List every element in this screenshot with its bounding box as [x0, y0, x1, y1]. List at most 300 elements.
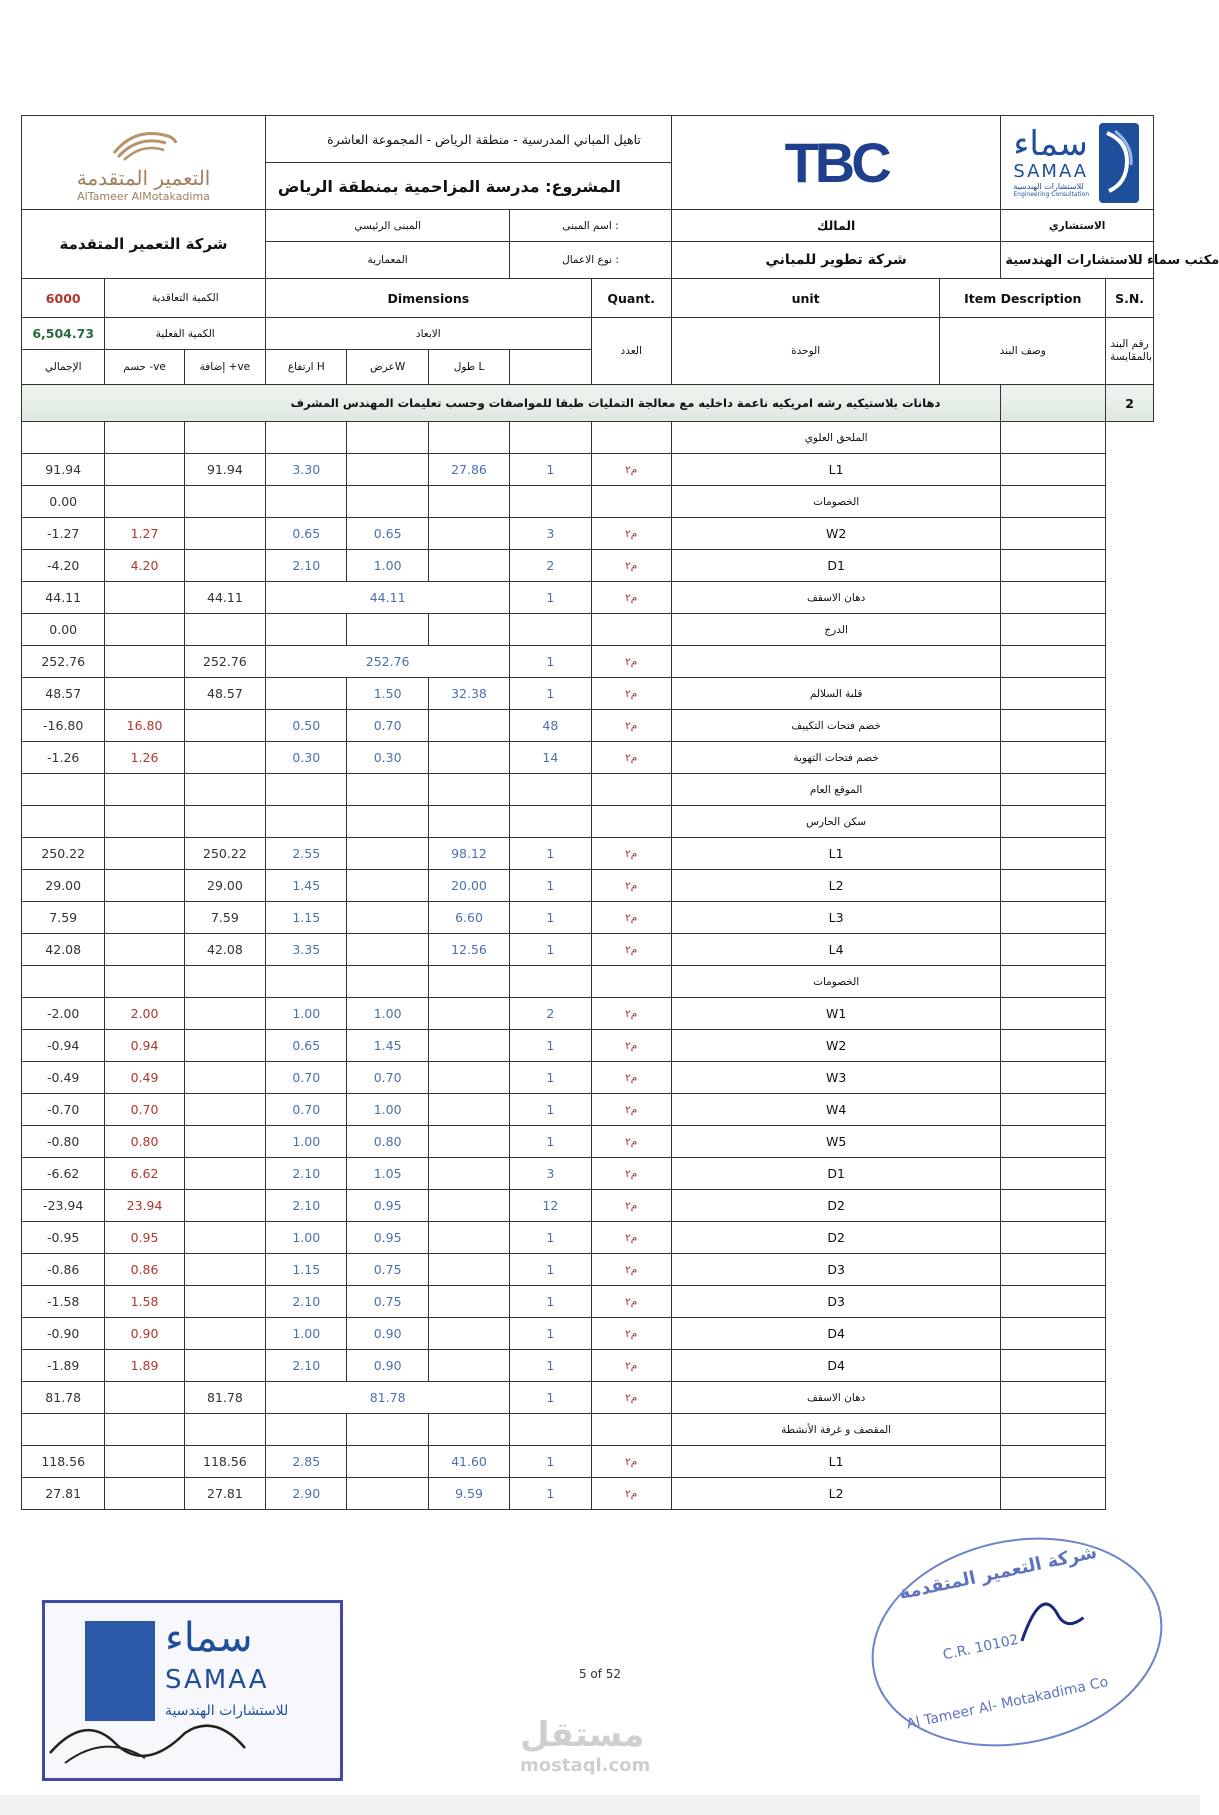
cell-total: -0.49	[22, 1062, 105, 1094]
cell-w	[347, 1446, 428, 1478]
owner-name: شركة تطوير للمباني	[671, 242, 1001, 279]
cell-l	[428, 1094, 509, 1126]
tender-title: تاهيل المباني المدرسية - منطقة الرياض - المجموعة العاشرة	[266, 116, 672, 163]
samaa-logo	[1001, 116, 1154, 210]
cell-h: 3.30	[266, 454, 347, 486]
cell-desc: سكن الحارس	[671, 806, 1001, 838]
cell-unit: م٢	[591, 1062, 671, 1094]
project-title: المشروع: مدرسة المزاحمية بمنطقة الرياض	[266, 163, 672, 210]
cell-minus	[105, 454, 184, 486]
cell-quant: 1	[510, 646, 591, 678]
cell-minus	[105, 614, 184, 646]
cell-l	[428, 614, 509, 646]
table-row	[22, 422, 1154, 454]
bill-of-quantities-sheet	[21, 115, 1219, 1510]
cell-unit	[591, 806, 671, 838]
cell-l	[428, 742, 509, 774]
cell-desc: L2	[671, 870, 1001, 902]
cell-w	[347, 806, 428, 838]
cell-total	[22, 806, 105, 838]
cell-unit: م٢	[591, 518, 671, 550]
cell-total: 252.76	[22, 646, 105, 678]
cell-total	[22, 1414, 105, 1446]
cell-w	[347, 1414, 428, 1446]
cell-h: 2.10	[266, 1190, 347, 1222]
cell-desc: الملحق العلوي	[671, 422, 1001, 454]
cell-quant	[510, 486, 591, 518]
plus-header: إضافة +ve	[184, 350, 265, 385]
cell-quant	[510, 614, 591, 646]
desc-header: Item Description	[940, 279, 1106, 318]
table-row	[22, 1478, 1154, 1510]
dimensions-header-ar: الابعاد	[266, 318, 591, 350]
cell-quant: 1	[510, 1286, 591, 1318]
works-value: المعمارية	[266, 242, 510, 279]
contractor-stamp-ar: شركة التعمير المتقدمة	[897, 1541, 1099, 1605]
cell-minus	[105, 934, 184, 966]
cell-sn	[1001, 1254, 1106, 1286]
measurement-rows	[22, 422, 1154, 1510]
table-row	[22, 1382, 1154, 1414]
cell-l	[428, 1190, 509, 1222]
cell-unit: م٢	[591, 454, 671, 486]
cell-unit: م٢	[591, 1158, 671, 1190]
cell-sn	[1001, 454, 1106, 486]
cell-quant	[510, 422, 591, 454]
cell-h: 1.45	[266, 870, 347, 902]
cell-merged-dim: 44.11	[266, 582, 510, 614]
table-row	[22, 998, 1154, 1030]
cell-quant: 1	[510, 1350, 591, 1382]
cell-quant: 1	[510, 1478, 591, 1510]
cell-unit: م٢	[591, 742, 671, 774]
tbc-logo	[671, 116, 1001, 210]
cell-sn	[1001, 1318, 1106, 1350]
actual-qty: 6,504.73	[22, 318, 105, 350]
cell-plus	[184, 614, 265, 646]
cell-minus: 6.62	[105, 1158, 184, 1190]
contract-qty: 6000	[22, 279, 105, 318]
item-description: دهانات بلاستيكيه رشه امريكيه ناعمة داخليه مع معالجة التمليات طبقا للمواصفات وحسب تعليمات المهندس المشرف	[22, 385, 1001, 422]
cell-minus: 0.70	[105, 1094, 184, 1126]
cell-total: 44.11	[22, 582, 105, 614]
cell-minus: 0.49	[105, 1062, 184, 1094]
cell-unit: م٢	[591, 838, 671, 870]
cell-sn	[1001, 614, 1106, 646]
cell-minus	[105, 582, 184, 614]
table-row	[22, 1158, 1154, 1190]
cell-sn	[1001, 838, 1106, 870]
cell-w: 0.75	[347, 1286, 428, 1318]
cell-desc: L4	[671, 934, 1001, 966]
cell-l	[428, 486, 509, 518]
cell-sn	[1001, 934, 1106, 966]
cell-minus: 1.89	[105, 1350, 184, 1382]
cell-desc: D2	[671, 1190, 1001, 1222]
cell-minus: 4.20	[105, 550, 184, 582]
cell-total: 91.94	[22, 454, 105, 486]
cell-desc: قلبة السلالم	[671, 678, 1001, 710]
cell-l	[428, 1158, 509, 1190]
cell-sn	[1001, 1126, 1106, 1158]
cell-l	[428, 774, 509, 806]
cell-unit	[591, 966, 671, 998]
cell-unit: م٢	[591, 1478, 671, 1510]
cell-unit: م٢	[591, 1286, 671, 1318]
cell-total: -0.90	[22, 1318, 105, 1350]
cell-minus: 1.27	[105, 518, 184, 550]
cell-plus	[184, 550, 265, 582]
cell-plus	[184, 1030, 265, 1062]
cell-quant: 1	[510, 838, 591, 870]
table-row	[22, 742, 1154, 774]
cell-h: 1.00	[266, 1318, 347, 1350]
cell-h: 1.00	[266, 1126, 347, 1158]
cell-quant: 1	[510, 1222, 591, 1254]
cell-quant: 1	[510, 870, 591, 902]
cell-sn	[1001, 550, 1106, 582]
unit-header-ar: الوحدة	[671, 318, 939, 385]
cell-h: 3.35	[266, 934, 347, 966]
cell-total: 7.59	[22, 902, 105, 934]
cell-h	[266, 678, 347, 710]
cell-minus: 0.90	[105, 1318, 184, 1350]
table-row	[22, 486, 1154, 518]
cell-unit: م٢	[591, 1254, 671, 1286]
table-row	[22, 1350, 1154, 1382]
cell-minus	[105, 870, 184, 902]
cell-desc: W2	[671, 518, 1001, 550]
cell-total: -1.58	[22, 1286, 105, 1318]
cell-desc: خصم فتحات التهوية	[671, 742, 1001, 774]
cell-plus	[184, 1286, 265, 1318]
cell-desc: W3	[671, 1062, 1001, 1094]
table-row	[22, 1414, 1154, 1446]
cell-total: 27.81	[22, 1478, 105, 1510]
minus-header: حسم -ve	[105, 350, 184, 385]
consultant-stamp-sub: للاستشارات الهندسية	[165, 1703, 289, 1719]
watermark-ar: مستقل	[520, 1715, 645, 1755]
table-row	[22, 518, 1154, 550]
cell-minus: 0.86	[105, 1254, 184, 1286]
samaa-logo-en: SAMAA	[1013, 161, 1089, 182]
stamp-signature-icon	[1000, 1568, 1095, 1663]
cell-w: 0.70	[347, 710, 428, 742]
cell-h: 2.10	[266, 1286, 347, 1318]
signature-icon	[45, 1693, 275, 1773]
cell-quant: 48	[510, 710, 591, 742]
cell-sn	[1001, 902, 1106, 934]
cell-sn	[1001, 1030, 1106, 1062]
cell-unit: م٢	[591, 1222, 671, 1254]
cell-plus: 44.11	[184, 582, 265, 614]
cell-plus	[184, 1126, 265, 1158]
cell-h: 1.15	[266, 902, 347, 934]
table-row	[22, 966, 1154, 998]
cell-merged-dim: 252.76	[266, 646, 510, 678]
cell-total: -0.80	[22, 1126, 105, 1158]
cell-desc: دهان الاسقف	[671, 1382, 1001, 1414]
cell-l	[428, 966, 509, 998]
cell-h: 2.85	[266, 1446, 347, 1478]
cell-quant: 14	[510, 742, 591, 774]
cell-minus: 0.80	[105, 1126, 184, 1158]
cell-l	[428, 1286, 509, 1318]
cell-sn	[1001, 1414, 1106, 1446]
cell-l: 27.86	[428, 454, 509, 486]
cell-plus	[184, 710, 265, 742]
cell-w: 1.00	[347, 550, 428, 582]
cell-total: -1.27	[22, 518, 105, 550]
cell-quant: 2	[510, 998, 591, 1030]
cell-plus	[184, 966, 265, 998]
cell-desc: D1	[671, 1158, 1001, 1190]
cell-l: 20.00	[428, 870, 509, 902]
cell-h	[266, 486, 347, 518]
cell-total: 29.00	[22, 870, 105, 902]
cell-sn	[1001, 710, 1106, 742]
cell-w: 0.95	[347, 1190, 428, 1222]
cell-total: -6.62	[22, 1158, 105, 1190]
cell-unit: م٢	[591, 1126, 671, 1158]
table-row	[22, 1190, 1154, 1222]
contractor-logo-ar: التعمير المتقدمة	[76, 165, 211, 190]
cell-l	[428, 710, 509, 742]
cell-total: -4.20	[22, 550, 105, 582]
cell-minus: 1.58	[105, 1286, 184, 1318]
cell-quant: 2	[510, 550, 591, 582]
cell-l	[428, 1254, 509, 1286]
cell-w: 0.75	[347, 1254, 428, 1286]
cell-h: 2.10	[266, 1158, 347, 1190]
cell-w: 0.70	[347, 1062, 428, 1094]
cell-total	[22, 966, 105, 998]
cell-sn	[1001, 1190, 1106, 1222]
cell-quant	[510, 806, 591, 838]
cell-desc: خصم فتحات التكييف	[671, 710, 1001, 742]
samaa-logo-sub-en: Engineering Consultation	[1013, 191, 1090, 198]
cell-sn	[1001, 518, 1106, 550]
cell-minus	[105, 486, 184, 518]
cell-minus	[105, 838, 184, 870]
cell-quant: 1	[510, 1382, 591, 1414]
cell-minus: 23.94	[105, 1190, 184, 1222]
cell-unit: م٢	[591, 870, 671, 902]
cell-total	[22, 422, 105, 454]
cell-sn	[1001, 1222, 1106, 1254]
cell-h: 0.70	[266, 1094, 347, 1126]
cell-w: 1.50	[347, 678, 428, 710]
cell-desc: W2	[671, 1030, 1001, 1062]
cell-unit: م٢	[591, 1190, 671, 1222]
cell-sn	[1001, 1158, 1106, 1190]
cell-plus	[184, 1062, 265, 1094]
sn-header-ar: رقم البند بالمقايسة	[1106, 318, 1154, 385]
cell-desc: L1	[671, 454, 1001, 486]
cell-h	[266, 1414, 347, 1446]
table-row	[22, 1286, 1154, 1318]
cell-w: 0.30	[347, 742, 428, 774]
cell-quant: 3	[510, 1158, 591, 1190]
cell-w: 0.80	[347, 1126, 428, 1158]
cell-plus	[184, 1158, 265, 1190]
consultant-label: الاستشاري	[1001, 210, 1154, 242]
cell-total: 48.57	[22, 678, 105, 710]
cell-unit	[591, 422, 671, 454]
cell-plus: 42.08	[184, 934, 265, 966]
owner-label: المالك	[671, 210, 1001, 242]
cell-sn	[1001, 742, 1106, 774]
cell-unit: م٢	[591, 1318, 671, 1350]
cell-h	[266, 806, 347, 838]
cell-l	[428, 1414, 509, 1446]
cell-total: 0.00	[22, 614, 105, 646]
cell-l: 41.60	[428, 1446, 509, 1478]
cell-desc: D3	[671, 1286, 1001, 1318]
table-row	[22, 646, 1154, 678]
dimensions-header: Dimensions	[266, 279, 591, 318]
cell-total: 81.78	[22, 1382, 105, 1414]
cell-w	[347, 934, 428, 966]
cell-quant: 1	[510, 1318, 591, 1350]
consultant-stamp-ar: سماء	[165, 1615, 253, 1661]
cell-merged-dim: 81.78	[266, 1382, 510, 1414]
sn-header: S.N.	[1106, 279, 1154, 318]
cell-l	[428, 1350, 509, 1382]
cell-desc: D2	[671, 1222, 1001, 1254]
table-row	[22, 582, 1154, 614]
cell-l	[428, 998, 509, 1030]
cell-w: 0.95	[347, 1222, 428, 1254]
cell-sn	[1001, 870, 1106, 902]
cell-plus: 27.81	[184, 1478, 265, 1510]
cell-desc: الخصومات	[671, 966, 1001, 998]
cell-plus: 250.22	[184, 838, 265, 870]
cell-desc: دهان الاسقف	[671, 582, 1001, 614]
cell-sn	[1001, 678, 1106, 710]
contractor-stamp-cr: C.R. 10102	[941, 1631, 1021, 1664]
cell-minus	[105, 678, 184, 710]
watermark-en: mostaql.com	[520, 1755, 651, 1776]
cell-h: 2.10	[266, 1350, 347, 1382]
cell-plus: 29.00	[184, 870, 265, 902]
contractor-stamp-en: Al Tameer Al- Motakadima Co	[905, 1674, 1110, 1733]
quant-header: Quant.	[591, 279, 671, 318]
cell-unit: م٢	[591, 1030, 671, 1062]
cell-unit: م٢	[591, 550, 671, 582]
table-row	[22, 550, 1154, 582]
table-row	[22, 934, 1154, 966]
cell-minus	[105, 806, 184, 838]
cell-unit: م٢	[591, 902, 671, 934]
cell-w: 0.90	[347, 1318, 428, 1350]
cell-quant: 1	[510, 454, 591, 486]
cell-quant: 1	[510, 1062, 591, 1094]
cell-plus	[184, 1222, 265, 1254]
cell-sn	[1001, 774, 1106, 806]
cell-l	[428, 1318, 509, 1350]
cell-h: 2.90	[266, 1478, 347, 1510]
h-header: ارتفاع H	[266, 350, 347, 385]
cell-h: 0.50	[266, 710, 347, 742]
cell-minus: 16.80	[105, 710, 184, 742]
table-row	[22, 1030, 1154, 1062]
cell-unit: م٢	[591, 1094, 671, 1126]
cell-plus: 252.76	[184, 646, 265, 678]
samaa-logo-ar: سماء	[1013, 124, 1088, 164]
cell-plus	[184, 742, 265, 774]
cell-total: -0.86	[22, 1254, 105, 1286]
cell-sn	[1001, 1094, 1106, 1126]
cell-w	[347, 422, 428, 454]
quant-header-ar: العدد	[591, 318, 671, 385]
bottom-bar	[0, 1795, 1200, 1815]
cell-desc: الخصومات	[671, 486, 1001, 518]
cell-minus	[105, 422, 184, 454]
cell-h	[266, 422, 347, 454]
table-row	[22, 454, 1154, 486]
cell-plus	[184, 518, 265, 550]
cell-desc: D3	[671, 1254, 1001, 1286]
table-row	[22, 1126, 1154, 1158]
cell-minus: 2.00	[105, 998, 184, 1030]
cell-quant	[510, 774, 591, 806]
samaa-logo-icon	[1097, 121, 1141, 205]
table-row	[22, 1094, 1154, 1126]
cell-l: 6.60	[428, 902, 509, 934]
cell-quant: 1	[510, 1094, 591, 1126]
cell-unit: م٢	[591, 678, 671, 710]
total-header: الإجمالي	[22, 350, 105, 385]
cell-total	[22, 774, 105, 806]
cell-h: 1.15	[266, 1254, 347, 1286]
cell-desc: L1	[671, 1446, 1001, 1478]
cell-plus	[184, 1190, 265, 1222]
consultant-stamp	[42, 1600, 343, 1781]
cell-plus	[184, 422, 265, 454]
cell-w	[347, 486, 428, 518]
cell-sn	[1001, 1350, 1106, 1382]
cell-l	[428, 1030, 509, 1062]
cell-quant: 1	[510, 678, 591, 710]
cell-l	[428, 806, 509, 838]
cell-sn	[1001, 1478, 1106, 1510]
table-row	[22, 1318, 1154, 1350]
cell-sn	[1001, 1286, 1106, 1318]
table-row	[22, 614, 1154, 646]
table-row	[22, 806, 1154, 838]
cell-quant: 1	[510, 902, 591, 934]
cell-sn	[1001, 486, 1106, 518]
cell-unit: م٢	[591, 710, 671, 742]
cell-quant	[510, 1414, 591, 1446]
cell-plus	[184, 1414, 265, 1446]
watermark	[520, 1715, 650, 1776]
cell-h: 2.10	[266, 550, 347, 582]
cell-plus: 118.56	[184, 1446, 265, 1478]
table-row	[22, 1446, 1154, 1478]
cell-plus: 91.94	[184, 454, 265, 486]
cell-w: 1.00	[347, 1094, 428, 1126]
table-row	[22, 1254, 1154, 1286]
cell-unit	[591, 614, 671, 646]
cell-w: 1.00	[347, 998, 428, 1030]
cell-desc: الدرج	[671, 614, 1001, 646]
cell-total: -0.94	[22, 1030, 105, 1062]
w-header: عرضW	[347, 350, 428, 385]
cell-h: 0.65	[266, 518, 347, 550]
table-row	[22, 678, 1154, 710]
